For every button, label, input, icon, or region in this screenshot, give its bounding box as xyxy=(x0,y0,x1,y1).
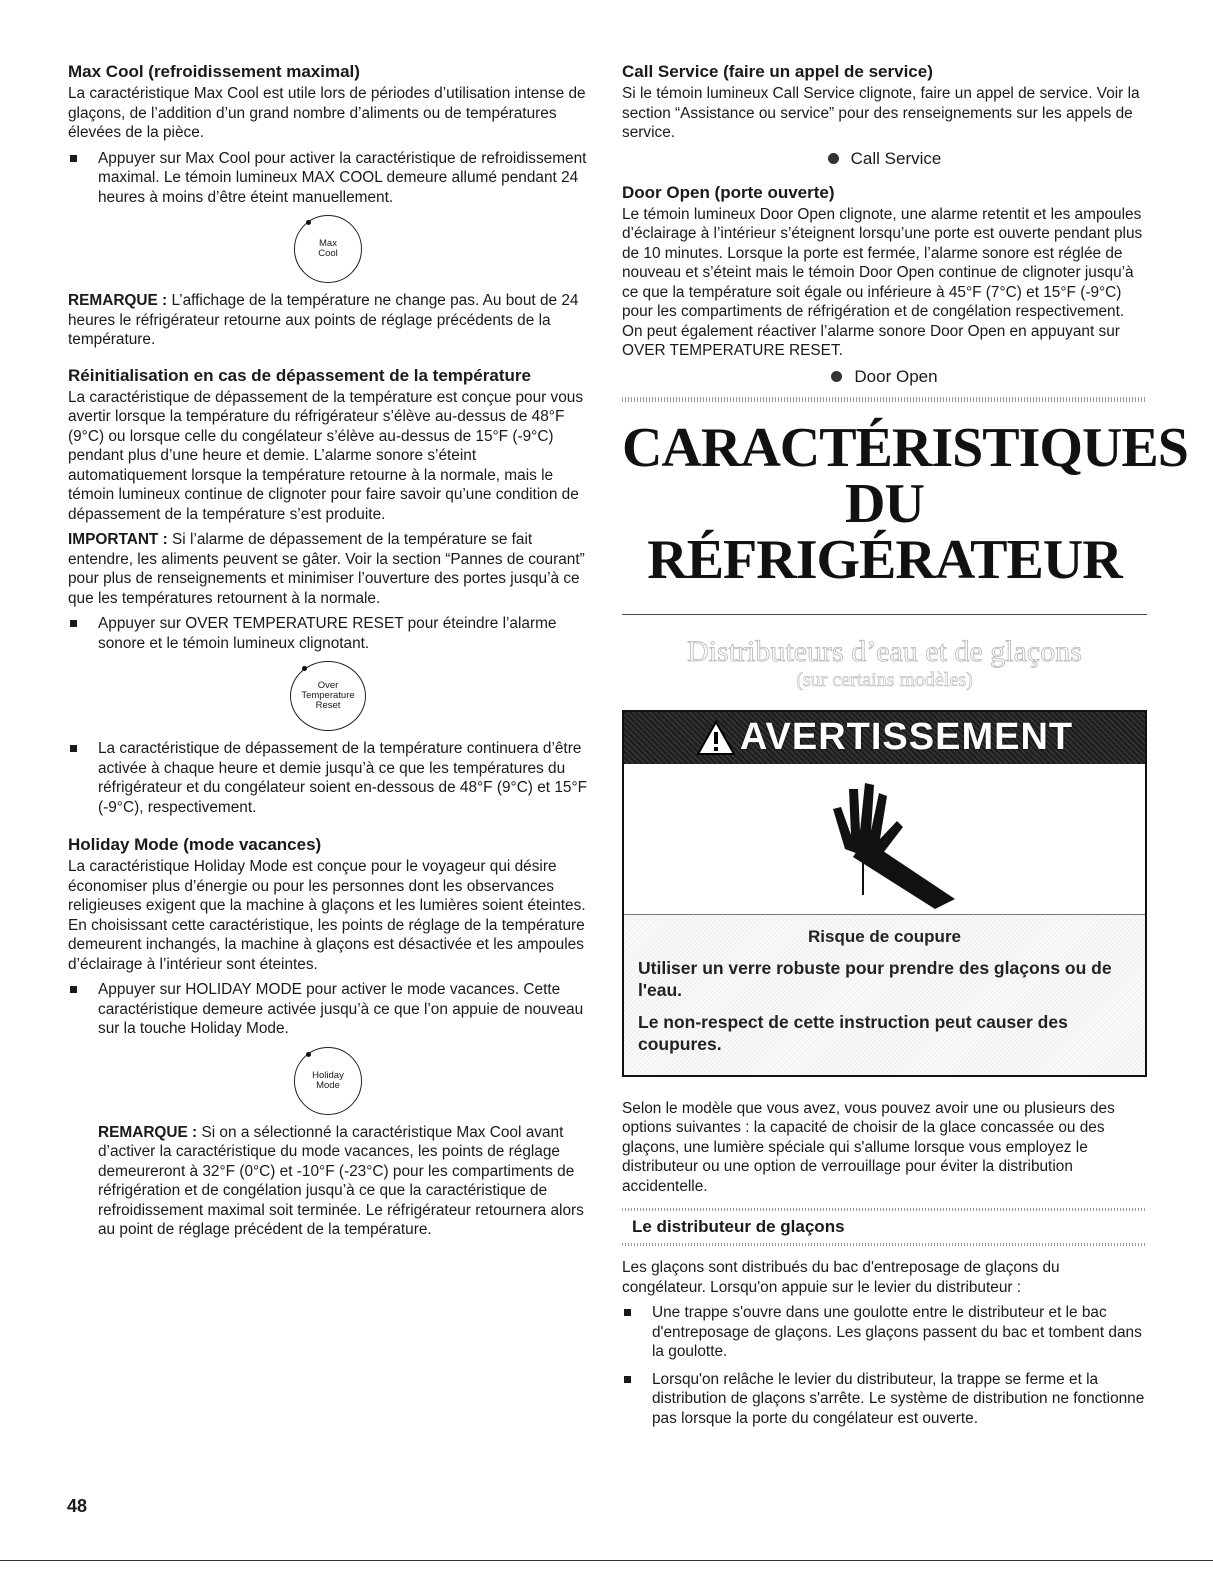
holiday-button-illustration xyxy=(68,1047,588,1115)
reset-bullet: Appuyer sur OVER TEMPERATURE RESET pour éteindre l’alarme sonore et le témoin lumineux clignotant. xyxy=(68,614,588,653)
call-service-heading: Call Service (faire un appel de service) xyxy=(622,62,933,81)
warning-triangle-icon xyxy=(696,720,736,756)
door-open-heading: Door Open (porte ouverte) xyxy=(622,182,835,202)
reset-bullet-2: La caractéristique de dépassement de la température continuera d’être activée à chaque heure et demie jusqu’à ce que les températures du réfrigérateur et du congélateur soient en-dessous de 48°F (9°C) et 15°F (-9°C), respectivement. xyxy=(68,739,588,817)
bottom-rule xyxy=(0,1560,1213,1561)
chapter-title-line1: CARACTÉRISTIQUES xyxy=(622,416,1188,479)
warning-banner xyxy=(624,712,1145,764)
ice-dispenser-list xyxy=(622,1303,1147,1428)
holiday-button-line2: Mode xyxy=(316,1079,340,1091)
note-text: Si on a sélectionné la caractéristique Max Cool avant d’activer la caractéristique du mode vacances, les points de réglage demeureront à 32°F (0°C) et -10°F (-23°C) pour les compartiments de réfrigération et de congélation jusqu’à ce que la caractéristique de refroidissement maximal soit terminée. Le réfrigérateur retournera alors au point de réglage précédent de la température. xyxy=(98,1123,584,1238)
important-text: Si l’alarme de dépassement de la température se fait entendre, les aliments peuvent se gâter. Voir la section “Pannes de courant” pour plus de renseignements et minimiser l’ouverture des portes jusqu’à ce que les températures retournent à la normale. xyxy=(68,531,585,607)
reset-list-2 xyxy=(68,739,588,817)
ice-dispenser-bullet: Lorsqu'on relâche le levier du distributeur, la trappe se ferme et la distribution de glaçons s'arrête. Le système de distribution ne fonctionne pas lorsque la porte du congélateur est ouverte. xyxy=(622,1370,1147,1429)
cut-hand-icon xyxy=(805,769,965,909)
options-paragraph: Selon le modèle que vous avez, vous pouvez avoir une ou plusieurs des options suivantes : la capacité de choisir de la glace concassée ou des glaçons, une lumière spéciale qui s'allume lorsque vous employez le distributeur ou une option de verrouillage pour éviter la distribution accidentelle. xyxy=(622,1099,1115,1195)
max-cool-button-illustration xyxy=(68,215,588,283)
reset-list xyxy=(68,614,588,653)
door-open-paragraph: Le témoin lumineux Door Open clignote, une alarme retentit et les ampoules d’éclairage à l’intérieur s’éteignent lorsqu’une porte est ouverte pendant plus de 10 minutes. Lorsque la porte est fermée, l’alarme sonore est réglée de nouveau et s’éteint mais le témoin Door Open continue de clignoter jusqu’à ce que la température soit égale ou inférieure à 45°F (7°C) et 15°F (-9°C) pour les compartiments de réfrigération et de congélation respectivement. On peut également réactiver l’alarme sonore Door Open en appuyant sur OVER TEMPERATURE RESET. xyxy=(622,205,1143,359)
chapter-title xyxy=(622,416,1188,591)
call-service-label: Call Service xyxy=(850,148,942,168)
reset-paragraph: La caractéristique de dépassement de la température est conçue pour vous avertir lorsque la température du réfrigérateur s’élève au-dessus de 48°F (9°C) ou lorsque celle du congélateur s’élève au-dessus de 15°F (-9°C) pendant plus d’une heure et demie. L’alarme sonore s’éteint automatiquement lorsque la température retourne à la normale, mais le témoin lumineux continue de clignoter pour faire savoir qu’une condition de dépassement de la température s’est produite. xyxy=(68,388,584,523)
call-service-indicator xyxy=(622,149,1147,169)
holiday-bullet: Appuyer sur HOLIDAY MODE pour activer le mode vacances. Cette caractéristique demeure activée jusqu’à ce que l’on appuie de nouveau sur la touche Holiday Mode. xyxy=(68,980,588,1039)
max-cool-bullet: Appuyer sur Max Cool pour activer la caractéristique de refroidissement maximal. Le témoin lumineux MAX COOL demeure allumé pendant 24 heures à moins d’être éteint manuellement. xyxy=(68,149,588,208)
max-cool-note xyxy=(68,291,588,350)
warning-instruction: Utiliser un verre robuste pour prendre des glaçons ou de l'eau. xyxy=(638,957,1112,1000)
holiday-note xyxy=(68,1123,588,1240)
warning-risk: Risque de coupure xyxy=(807,926,962,946)
note-label: REMARQUE : xyxy=(68,292,168,309)
ice-dispenser-bullet: Une trappe s'ouvre dans une goulotte entre le distributeur et le bac d'entreposage de glaçons. Les glaçons passent du bac et tombent dans la goulotte. xyxy=(622,1303,1147,1362)
important-note xyxy=(68,530,588,608)
holiday-button-line1: Holiday xyxy=(312,1069,344,1081)
indicator-dot-icon xyxy=(306,1052,311,1057)
note-label: REMARQUE : xyxy=(98,1123,198,1141)
divider xyxy=(622,397,1147,402)
warning-body xyxy=(624,915,1145,1075)
max-cool-button-icon xyxy=(294,215,362,283)
cut-hazard-illustration xyxy=(624,764,1145,915)
note-text: L’affichage de la température ne change pas. Au bout de 24 heures le réfrigérateur retourne aux points de réglage précédents de la température. xyxy=(68,292,579,348)
indicator-light-icon xyxy=(831,371,842,382)
divider xyxy=(622,1208,1147,1211)
reset-heading: Réinitialisation en cas de dépassement de la température xyxy=(68,365,531,385)
holiday-mode-button-icon xyxy=(294,1047,362,1115)
max-cool-button-line2: Cool xyxy=(318,248,338,259)
reset-button-line3: Reset xyxy=(315,700,341,711)
warning-box xyxy=(622,710,1147,1077)
holiday-list xyxy=(68,980,588,1039)
holiday-heading: Holiday Mode (mode vacances) xyxy=(68,835,322,854)
chapter-title-line2: DU RÉFRIGÉRATEUR xyxy=(647,472,1122,591)
max-cool-list xyxy=(68,149,588,208)
indicator-light-icon xyxy=(828,153,839,164)
section-title-sub: (sur certains modèles) xyxy=(796,668,973,691)
divider xyxy=(622,614,1147,615)
ice-dispenser-heading: Le distributeur de glaçons xyxy=(632,1217,845,1236)
reset-button-illustration xyxy=(68,661,588,731)
section-title-main: Distributeurs d’eau et de glaçons xyxy=(687,634,1082,668)
right-column xyxy=(622,62,1188,1436)
section-title xyxy=(622,635,1147,692)
reset-button-line1: Over xyxy=(317,680,339,691)
max-cool-paragraph: La caractéristique Max Cool est utile lors de périodes d’utilisation intense de glaçons, de l’addition d’un grand nombre d’aliments ou de températures élevées de la pièce. xyxy=(68,85,586,141)
indicator-dot-icon xyxy=(302,666,307,671)
max-cool-heading: Max Cool (refroidissement maximal) xyxy=(68,62,360,81)
divider xyxy=(622,1243,1147,1246)
holiday-paragraph: La caractéristique Holiday Mode est conçue pour le voyageur qui désire économiser plus d’énergie ou pour les personnes dont les observances religieuses exigent que la machine à glaçons et les lumières soient éteintes. En choisissant cette caractéristique, les points de réglage de la température demeurent inchangés, la machine à glaçons est désactivée et les ampoules d’éclairage à l’intérieur sont éteintes. xyxy=(68,858,586,973)
indicator-dot-icon xyxy=(306,220,311,225)
warning-consequence: Le non-respect de cette instruction peut causer des coupures. xyxy=(638,1011,1068,1054)
important-label: IMPORTANT : xyxy=(68,531,168,548)
reset-button-line2: Temperature xyxy=(301,690,355,701)
left-column xyxy=(68,62,588,1246)
page-number: 48 xyxy=(67,1496,88,1516)
warning-banner-text: AVERTISSEMENT xyxy=(739,716,1074,758)
max-cool-button-line1: Max xyxy=(319,238,337,249)
door-open-indicator xyxy=(622,367,1147,387)
call-service-paragraph: Si le témoin lumineux Call Service clignote, faire un appel de service. Voir la section “Assistance ou service” pour des renseignements sur les appels de service. xyxy=(622,85,1140,141)
door-open-label: Door Open xyxy=(854,366,938,386)
ice-dispenser-paragraph: Les glaçons sont distribués du bac d'entreposage de glaçons du congélateur. Lorsqu'on appuie sur le levier du distributeur : xyxy=(622,1259,1060,1296)
over-temperature-reset-button-icon xyxy=(290,661,366,731)
